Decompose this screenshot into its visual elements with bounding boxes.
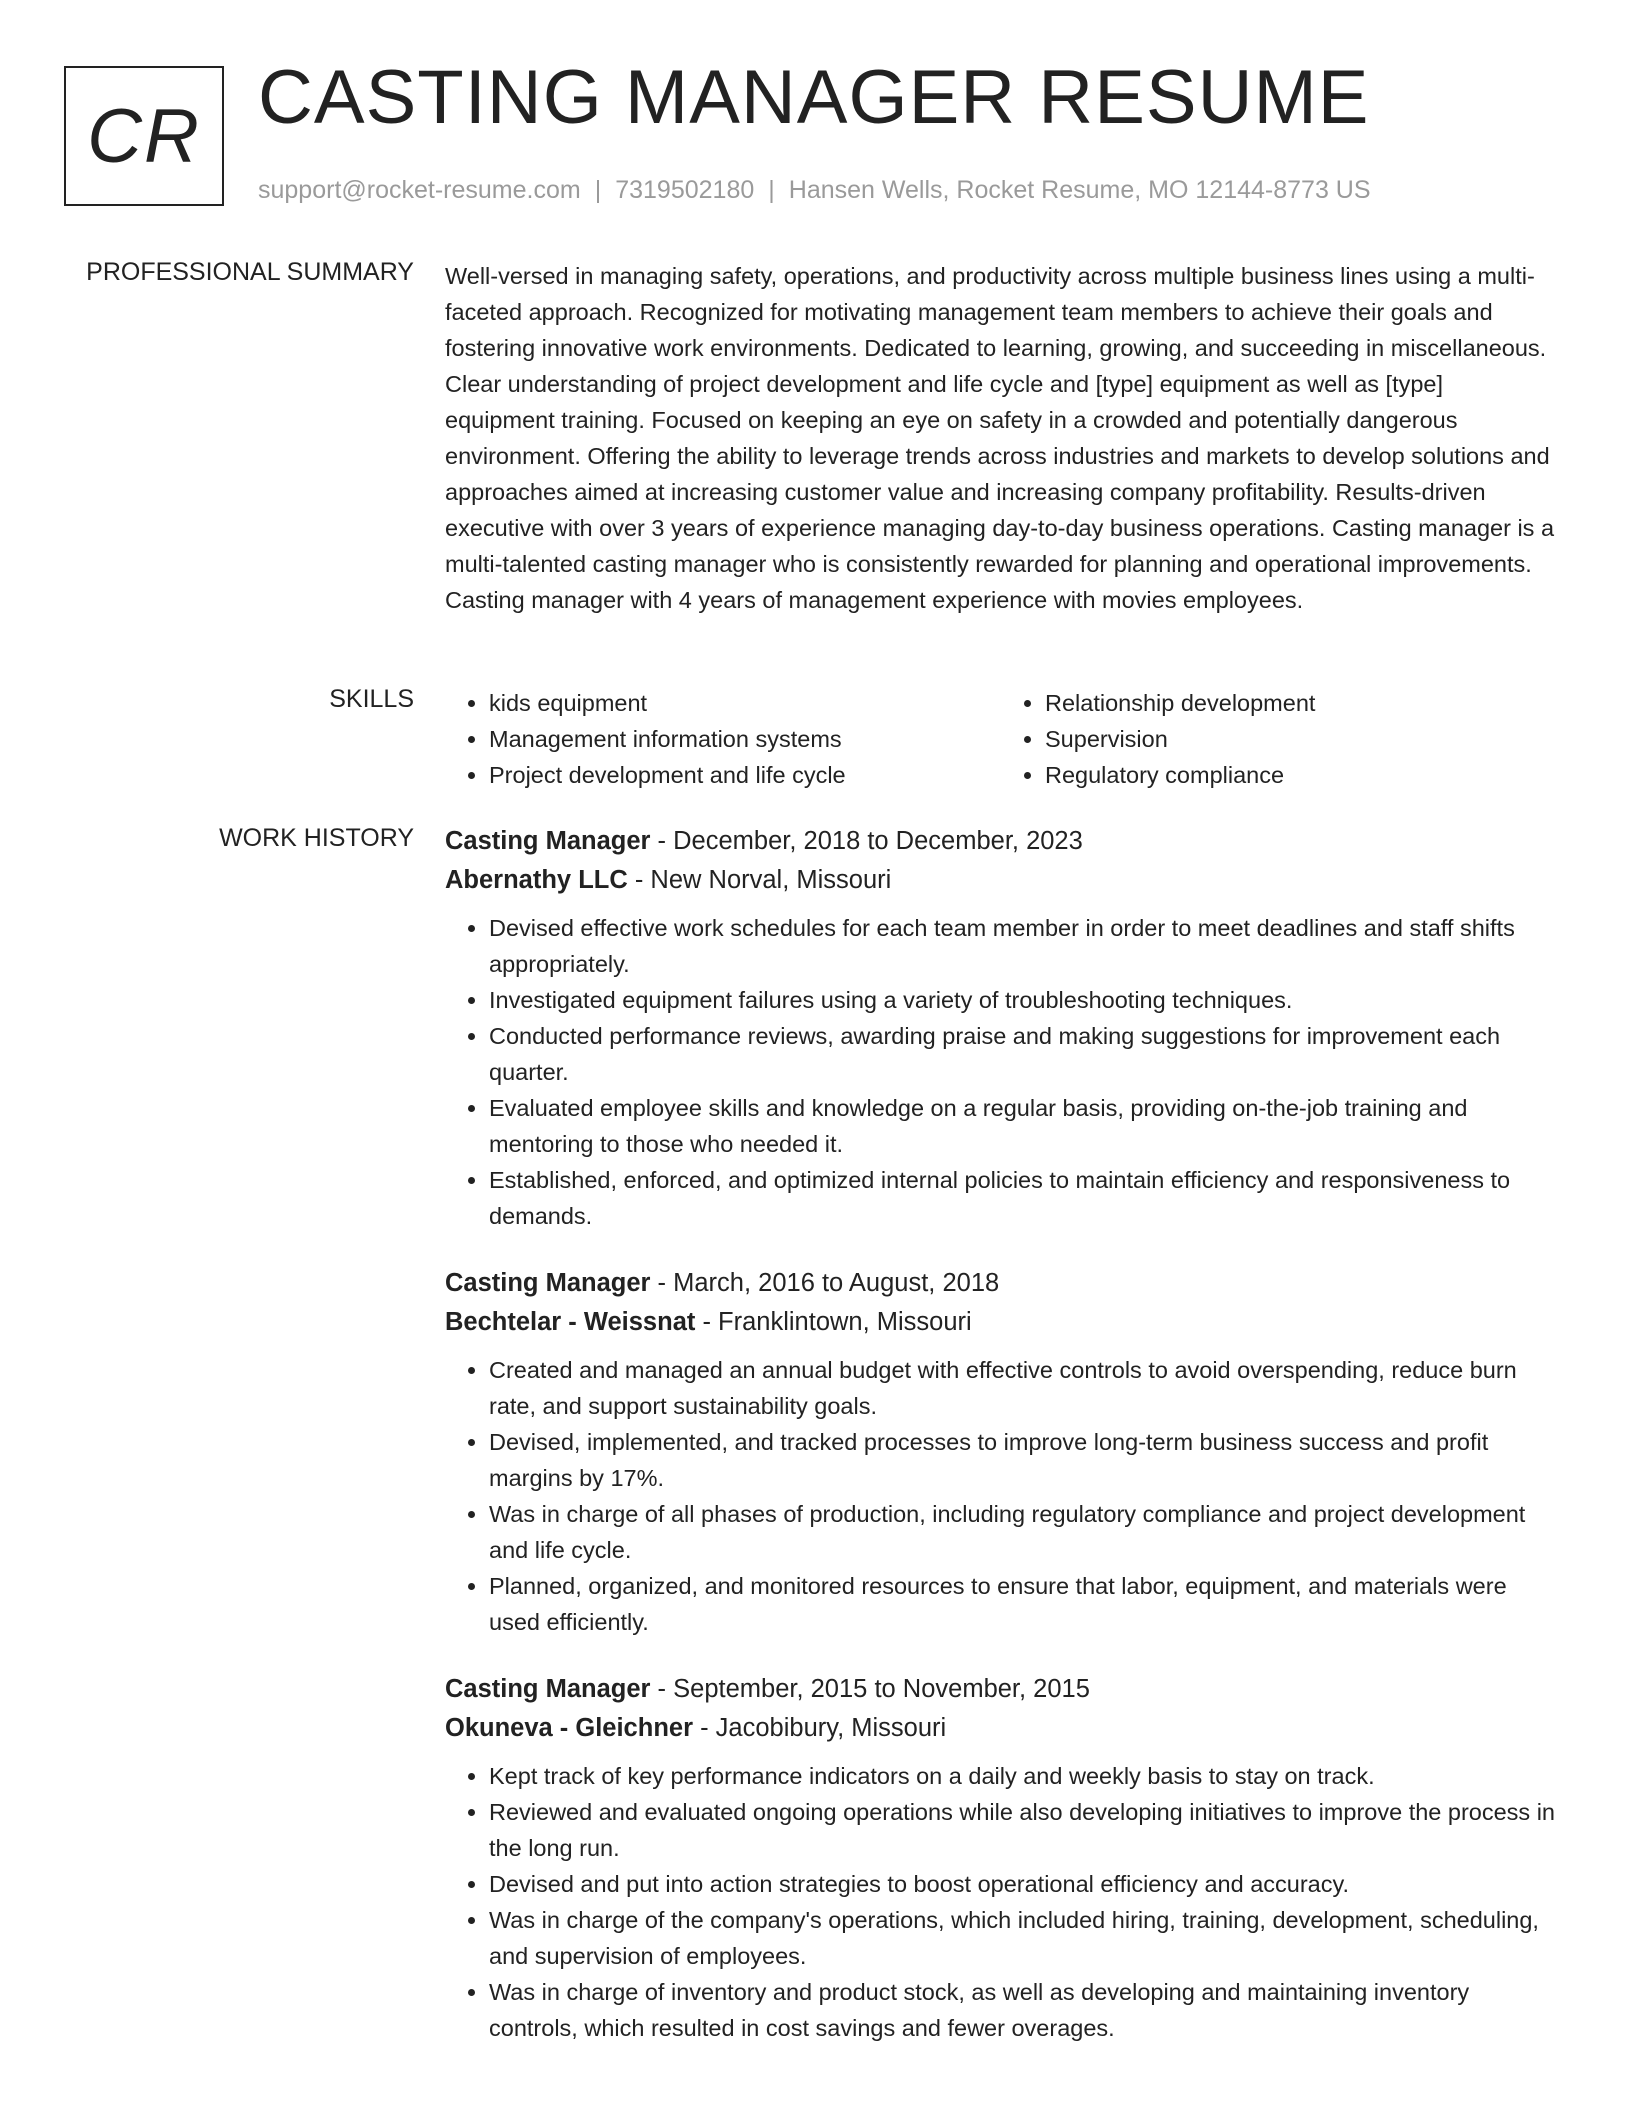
job-company: Bechtelar - Weissnat bbox=[445, 1308, 696, 1336]
job-title: Casting Manager bbox=[445, 1269, 651, 1297]
job-location: - New Norval, Missouri bbox=[627, 866, 892, 894]
job-bullet: • Reviewed and evaluated ongoing operations while also developing initiatives to improve the process in the long run. bbox=[489, 1794, 1557, 1866]
job-dates: - December, 2018 to December, 2023 bbox=[650, 827, 1083, 855]
skills-list-left bbox=[445, 685, 1001, 793]
job-bullet: • Planned, organized, and monitored resources to ensure that labor, equipment, and materials were used efficiently. bbox=[489, 1568, 1557, 1640]
job-company: Abernathy LLC bbox=[445, 866, 628, 894]
contact-address: Hansen Wells, Rocket Resume, MO 12144-8773 US bbox=[788, 176, 1371, 204]
job-company: Okuneva - Gleichner bbox=[445, 1714, 694, 1742]
skill-item: • Supervision bbox=[1045, 721, 1557, 757]
job-bullets bbox=[445, 910, 1557, 1234]
skill-item: • Management information systems bbox=[489, 721, 1001, 757]
summary-text: Well-versed in managing safety, operations, and productivity across multiple business lines using a multi-faceted approach. Recognized for motivating management team members to achieve their goals and fostering innovative work environments. Dedicated to learning, growing, and succeeding in miscellaneous. Clear understanding of project development and life cycle and [type] equipment as well as [type] equipment training. Focused on keeping an eye on safety in a crowded and potentially dangerous environment. Offering the ability to leverage trends across industries and markets to develop solutions and approaches aimed at increasing customer value and increasing company profitability. Results-driven executive with over 3 years of experience managing day-to-day business operations. Casting manager is a multi-talented casting manager who is consistently rewarded for planning and operational improvements. Casting manager with 4 years of management experience with movies employees. bbox=[445, 263, 1555, 613]
job-bullet: • Devised effective work schedules for each team member in order to meet deadlines and staff shifts appropriately. bbox=[489, 910, 1557, 982]
job-bullets bbox=[445, 1352, 1557, 1640]
job-company-line bbox=[445, 1708, 1557, 1748]
job-entry bbox=[445, 1264, 1557, 1640]
job-location: - Jacobibury, Missouri bbox=[693, 1714, 947, 1742]
summary-heading: PROFESSIONAL SUMMARY bbox=[86, 258, 414, 286]
job-bullet: • Evaluated employee skills and knowledge on a regular basis, providing on-the-job training and mentoring to those who needed it. bbox=[489, 1090, 1557, 1162]
job-title-line bbox=[445, 822, 1557, 860]
contact-line bbox=[258, 176, 1371, 205]
monogram-box bbox=[64, 66, 224, 206]
skill-item: • Regulatory compliance bbox=[1045, 757, 1557, 793]
job-title-line bbox=[445, 1670, 1557, 1708]
job-location: - Franklintown, Missouri bbox=[695, 1308, 972, 1336]
skill-item: • Project development and life cycle bbox=[489, 757, 1001, 793]
job-bullet: • Was in charge of the company's operations, which included hiring, training, development, scheduling, and supervision of employees. bbox=[489, 1902, 1557, 1974]
monogram-initials: CR bbox=[87, 93, 201, 179]
contact-phone[interactable]: 7319502180 bbox=[615, 176, 755, 204]
job-bullet: • Established, enforced, and optimized internal policies to maintain efficiency and responsiveness to demands. bbox=[489, 1162, 1557, 1234]
job-bullet: • Investigated equipment failures using a variety of troubleshooting techniques. bbox=[489, 982, 1557, 1018]
job-bullet: • Created and managed an annual budget with effective controls to avoid overspending, reduce burn rate, and support sustainability goals. bbox=[489, 1352, 1557, 1424]
job-bullet: • Was in charge of inventory and product stock, as well as developing and maintaining inventory controls, which resulted in cost savings and fewer overages. bbox=[489, 1974, 1557, 2046]
job-bullet: • Conducted performance reviews, awarding praise and making suggestions for improvement each quarter. bbox=[489, 1018, 1557, 1090]
job-dates: - September, 2015 to November, 2015 bbox=[650, 1675, 1090, 1703]
job-bullet: • Devised, implemented, and tracked processes to improve long-term business success and profit margins by 17%. bbox=[489, 1424, 1557, 1496]
job-company-line bbox=[445, 1302, 1557, 1342]
job-bullet: • Was in charge of all phases of production, including regulatory compliance and project development and life cycle. bbox=[489, 1496, 1557, 1568]
job-entry bbox=[445, 1670, 1557, 2046]
job-title: Casting Manager bbox=[445, 1675, 651, 1703]
contact-separator: | bbox=[594, 176, 602, 204]
work-history-heading: WORK HISTORY bbox=[219, 824, 414, 852]
contact-separator: | bbox=[768, 176, 775, 204]
job-bullet: • Devised and put into action strategies to boost operational efficiency and accuracy. bbox=[489, 1866, 1557, 1902]
skills-list-right bbox=[1001, 685, 1557, 793]
job-entry bbox=[445, 822, 1557, 1234]
skill-item: • Relationship development bbox=[1045, 685, 1557, 721]
job-bullet: • Kept track of key performance indicators on a daily and weekly basis to stay on track. bbox=[489, 1758, 1557, 1794]
contact-email[interactable]: support@rocket-resume.com bbox=[258, 176, 581, 204]
skill-item: • kids equipment bbox=[489, 685, 1001, 721]
job-company-line bbox=[445, 860, 1557, 900]
job-title-line bbox=[445, 1264, 1557, 1302]
skills-grid bbox=[445, 685, 1557, 793]
resume-title: CASTING MANAGER RESUME bbox=[258, 55, 1370, 140]
skills-heading: SKILLS bbox=[329, 685, 414, 713]
work-history-content bbox=[445, 822, 1557, 2076]
job-dates: - March, 2016 to August, 2018 bbox=[650, 1269, 1000, 1297]
job-bullets bbox=[445, 1758, 1557, 2046]
job-title: Casting Manager bbox=[445, 827, 651, 855]
